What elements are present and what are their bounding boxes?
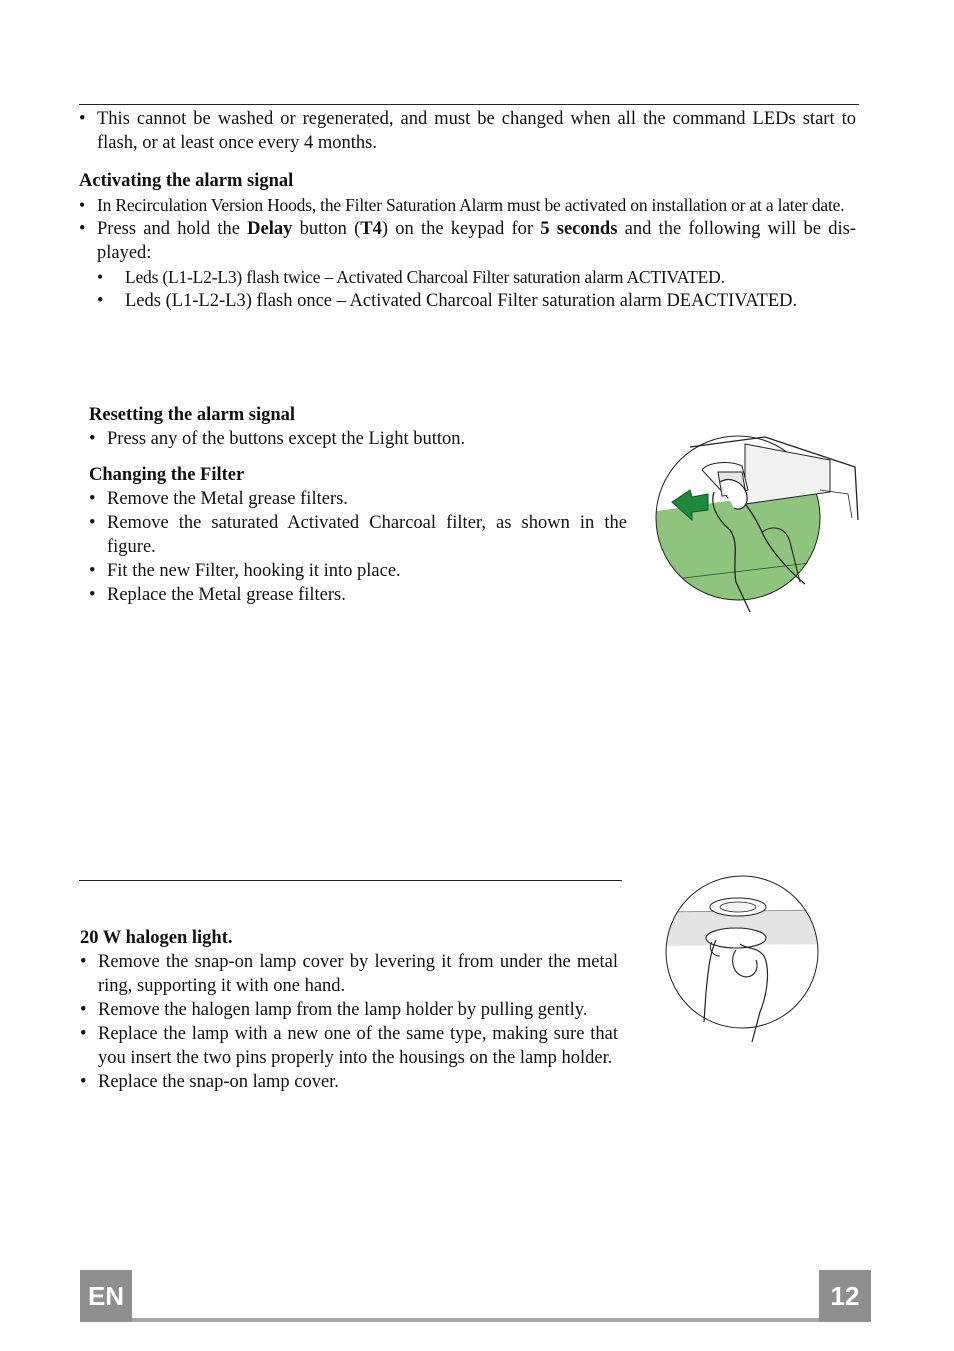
section-heading: Resetting the alarm signal [89,405,296,425]
list-item: • This cannot be washed or regenerated, and must be changed when all the command LEDs start to flash, or at least once every 4 months. [79,107,856,155]
list-item: • Leds (L1-L2-L3) flash once – Activated Charcoal Filter saturation alarm DEACTIVATED. [97,289,856,313]
top-rule [79,104,859,105]
footer-rule [132,1318,820,1322]
section-heading: Activating the alarm signal [79,171,294,191]
list-item: • Leds (L1-L2-L3) flash twice – Activated Charcoal Filter saturation alarm ACTIVATED. [97,265,856,289]
resetting-section [89,403,629,451]
list-item: • Replace the Metal grease filters. [89,583,627,607]
page-number-badge: 12 [819,1270,871,1322]
list-item: • Remove the saturated Activated Charcoal filter, as shown in the figure. [89,511,627,559]
changing-section [89,463,627,607]
list-item: • Press and hold the Delay button (T4) on the keypad for 5 seconds and the following will be displayed: [79,217,856,265]
list-item: • Replace the snap-on lamp cover. [80,1070,618,1094]
list-item: • Remove the halogen lamp from the lamp holder by pulling gently. [80,998,618,1022]
list-item: • In Recirculation Version Hoods, the Filter Saturation Alarm must be activated on installation or at a later date. [79,193,856,217]
section-heading: 20 W halogen light. [80,928,233,948]
filter-removal-figure [650,432,860,617]
list-item: • Replace the lamp with a new one of the same type, making sure that you insert the two pins properly into the housings on the lamp holder. [80,1022,618,1070]
list-item: • Fit the new Filter, hooking it into place. [89,559,627,583]
section-rule [79,880,622,881]
language-badge: EN [80,1270,132,1322]
list-item: • Remove the Metal grease filters. [89,487,627,511]
halogen-section [80,926,618,1094]
filter-intro [79,107,856,155]
list-item: • Remove the snap-on lamp cover by levering it from under the metal ring, supporting it with one hand. [80,950,618,998]
section-heading: Changing the Filter [89,465,245,485]
list-item: • Press any of the buttons except the Light button. [89,427,629,451]
lamp-replacement-figure [660,872,825,1047]
activating-section [79,169,856,313]
